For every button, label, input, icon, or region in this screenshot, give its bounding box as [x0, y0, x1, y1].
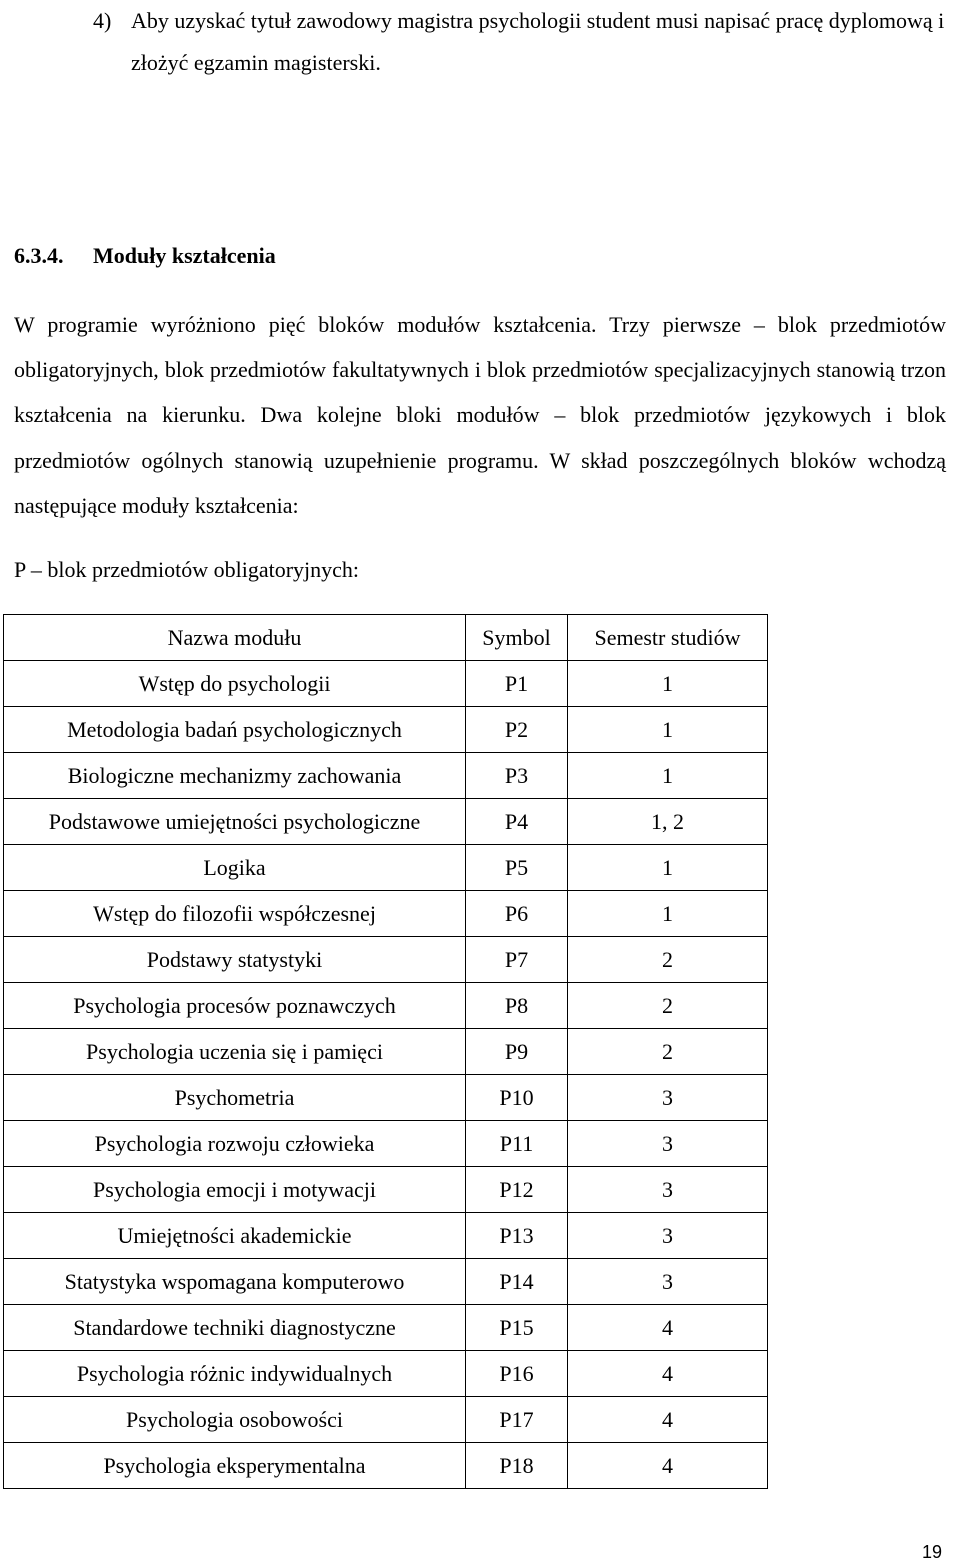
module-symbol: P1	[466, 661, 568, 707]
list-item-number: 4)	[93, 8, 112, 33]
table-row	[4, 1443, 768, 1489]
header-symbol: Symbol	[466, 615, 568, 661]
module-symbol: P2	[466, 707, 568, 753]
module-symbol: P4	[466, 799, 568, 845]
body-paragraph: W programie wyróżniono pięć bloków modułów kształcenia. Trzy pierwsze – blok przedmiotów obligatoryjnych, blok przedmiotów fakultatywnych i blok przedmiotów specjalizacyjnych stanowią trzon kształcenia na kierunku. Dwa kolejne bloki modułów – blok przedmiotów językowych i blok przedmiotów ogólnych stanowią uzupełnienie programu. W skład poszczególnych bloków wchodzą następujące moduły kształcenia:	[14, 312, 946, 518]
module-semester: 1, 2	[568, 799, 768, 845]
table-row	[4, 1213, 768, 1259]
table-row	[4, 1259, 768, 1305]
module-name: Psychologia uczenia się i pamięci	[4, 1029, 466, 1075]
module-semester: 4	[568, 1305, 768, 1351]
module-symbol: P7	[466, 937, 568, 983]
module-semester: 1	[568, 661, 768, 707]
module-semester: 4	[568, 1351, 768, 1397]
table-row	[4, 1075, 768, 1121]
module-semester: 1	[568, 845, 768, 891]
table-row	[4, 1167, 768, 1213]
list-item-text: Aby uzyskać tytuł zawodowy magistra psychologii student musi napisać pracę dyplomową i złożyć egzamin magisterski.	[131, 8, 945, 75]
section-heading	[14, 236, 276, 276]
module-symbol: P13	[466, 1213, 568, 1259]
table-row	[4, 1029, 768, 1075]
module-semester: 2	[568, 937, 768, 983]
module-symbol: P10	[466, 1075, 568, 1121]
module-semester: 1	[568, 707, 768, 753]
module-name: Psychologia eksperymentalna	[4, 1443, 466, 1489]
module-name: Podstawowe umiejętności psychologiczne	[4, 799, 466, 845]
section-number: 6.3.4.	[14, 243, 64, 268]
module-semester: 3	[568, 1075, 768, 1121]
header-module-name: Nazwa modułu	[4, 615, 466, 661]
table-row	[4, 845, 768, 891]
table-row	[4, 753, 768, 799]
module-name: Biologiczne mechanizmy zachowania	[4, 753, 466, 799]
table-header-row	[4, 615, 768, 661]
module-semester: 3	[568, 1121, 768, 1167]
table-row	[4, 937, 768, 983]
table-row	[4, 707, 768, 753]
module-semester: 3	[568, 1213, 768, 1259]
module-name: Logika	[4, 845, 466, 891]
table-row	[4, 983, 768, 1029]
module-name: Statystyka wspomagana komputerowo	[4, 1259, 466, 1305]
module-symbol: P17	[466, 1397, 568, 1443]
module-symbol: P18	[466, 1443, 568, 1489]
module-symbol: P14	[466, 1259, 568, 1305]
table-row	[4, 1351, 768, 1397]
module-symbol: P3	[466, 753, 568, 799]
module-symbol: P8	[466, 983, 568, 1029]
module-semester: 2	[568, 983, 768, 1029]
module-symbol: P9	[466, 1029, 568, 1075]
module-semester: 2	[568, 1029, 768, 1075]
module-name: Podstawy statystyki	[4, 937, 466, 983]
module-symbol: P16	[466, 1351, 568, 1397]
table-row	[4, 799, 768, 845]
module-symbol: P5	[466, 845, 568, 891]
module-name: Wstęp do filozofii współczesnej	[4, 891, 466, 937]
module-semester: 1	[568, 891, 768, 937]
module-semester: 1	[568, 753, 768, 799]
section-title: Moduły kształcenia	[93, 243, 276, 268]
module-name: Umiejętności akademickie	[4, 1213, 466, 1259]
module-name: Psychologia różnic indywidualnych	[4, 1351, 466, 1397]
table-row	[4, 1305, 768, 1351]
modules-table	[3, 614, 768, 1489]
list-item-4	[93, 0, 953, 84]
module-semester: 4	[568, 1443, 768, 1489]
module-name: Psychometria	[4, 1075, 466, 1121]
module-name: Psychologia rozwoju człowieka	[4, 1121, 466, 1167]
module-name: Psychologia procesów poznawczych	[4, 983, 466, 1029]
table-row	[4, 891, 768, 937]
block-subheading: P – blok przedmiotów obligatoryjnych:	[14, 557, 360, 582]
table-row	[4, 1121, 768, 1167]
module-semester: 4	[568, 1397, 768, 1443]
module-name: Standardowe techniki diagnostyczne	[4, 1305, 466, 1351]
header-semester: Semestr studiów	[568, 615, 768, 661]
page-number: 19	[921, 1542, 942, 1562]
module-name: Psychologia osobowości	[4, 1397, 466, 1443]
module-name: Psychologia emocji i motywacji	[4, 1167, 466, 1213]
module-semester: 3	[568, 1259, 768, 1305]
module-symbol: P12	[466, 1167, 568, 1213]
module-name: Metodologia badań psychologicznych	[4, 707, 466, 753]
table-row	[4, 661, 768, 707]
module-semester: 3	[568, 1167, 768, 1213]
module-symbol: P11	[466, 1121, 568, 1167]
module-symbol: P6	[466, 891, 568, 937]
module-name: Wstęp do psychologii	[4, 661, 466, 707]
table-row	[4, 1397, 768, 1443]
module-symbol: P15	[466, 1305, 568, 1351]
